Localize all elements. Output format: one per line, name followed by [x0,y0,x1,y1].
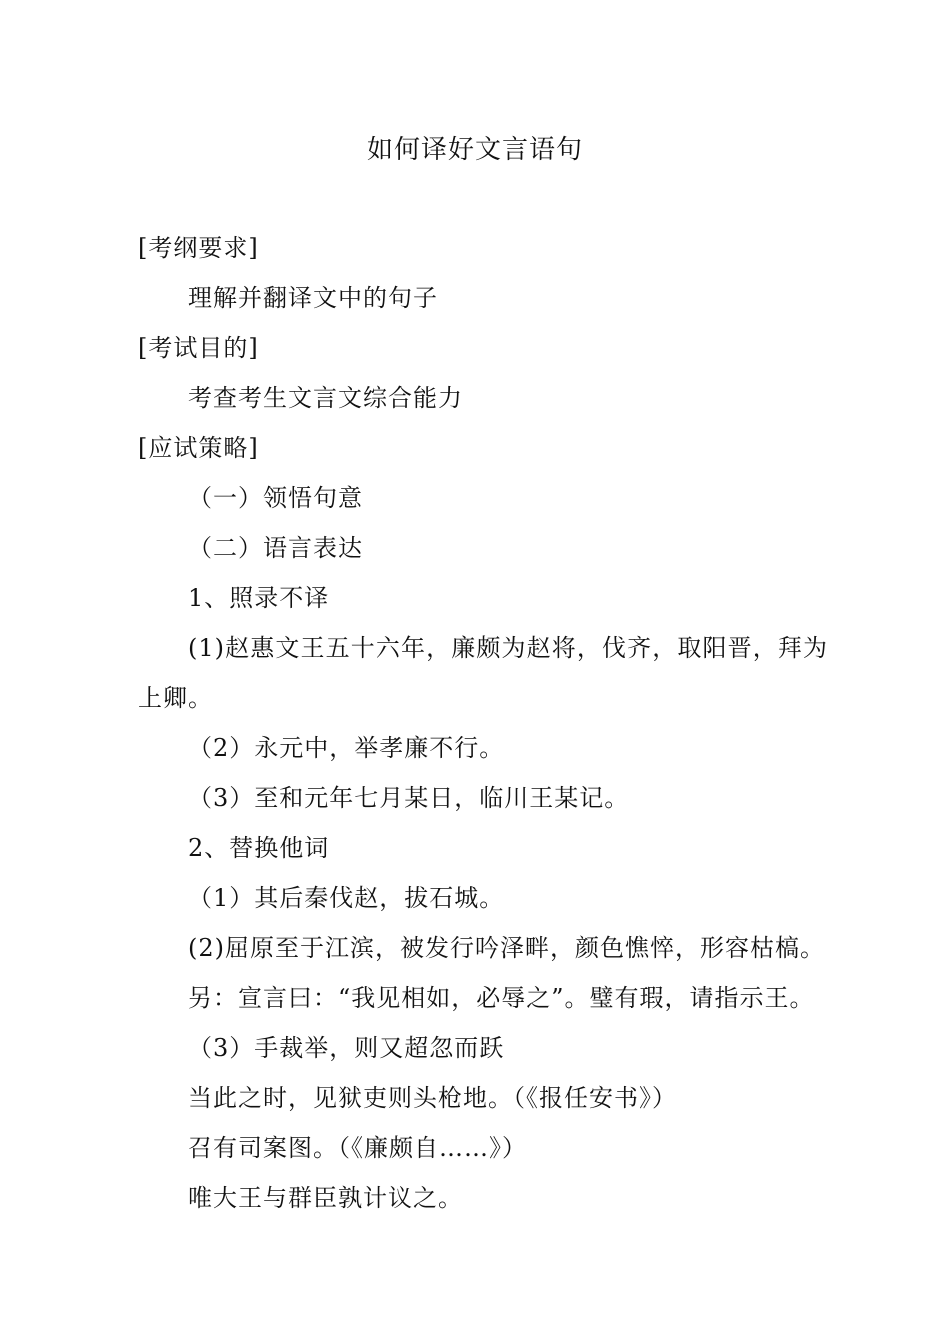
replace-example-5: 召有司案图。（《廉颇自……》） [188,1134,527,1162]
example-line-3: （3）至和元年七月某日，临川王某记。 [188,784,630,812]
syllabus-text: 理解并翻译文中的句子 [188,284,438,312]
subheading-copy-untranslated: 1、照录不译 [188,584,330,612]
replace-example-2: (2)屈原至于江滨，被发行吟泽畔，颜色憔悴，形容枯槁。 [188,934,825,962]
strategy-item-1: （一）领悟句意 [188,484,363,512]
replace-example-1: （1）其后秦伐赵，拔石城。 [188,884,505,912]
replace-example-6: 唯大王与群臣孰计议之。 [188,1184,463,1212]
subheading-replace-words: 2、替换他词 [188,834,330,862]
section-heading-syllabus: [考纲要求] [138,234,259,262]
page-title: 如何译好文言语句 [366,135,583,165]
section-heading-purpose: [考试目的] [138,334,259,362]
purpose-text: 考查考生文言文综合能力 [188,384,463,412]
example-line-2: （2）永元中，举孝廉不行。 [188,734,505,762]
replace-example-4: 当此之时，见狱吏则头枪地。（《报任安书》） [188,1084,677,1112]
section-heading-strategy: [应试策略] [138,434,259,462]
example-paragraph-1: (1)赵惠文王五十六年，廉颇为赵将，伐齐，取阳晋，拜为上卿。 [138,634,828,712]
strategy-item-2: （二）语言表达 [188,534,363,562]
replace-example-extra: 另：宣言曰：“我见相如，必辱之”。璧有瑕，请指示王。 [188,984,815,1012]
replace-example-3: （3）手裁举，则又超忽而跃 [188,1034,505,1062]
